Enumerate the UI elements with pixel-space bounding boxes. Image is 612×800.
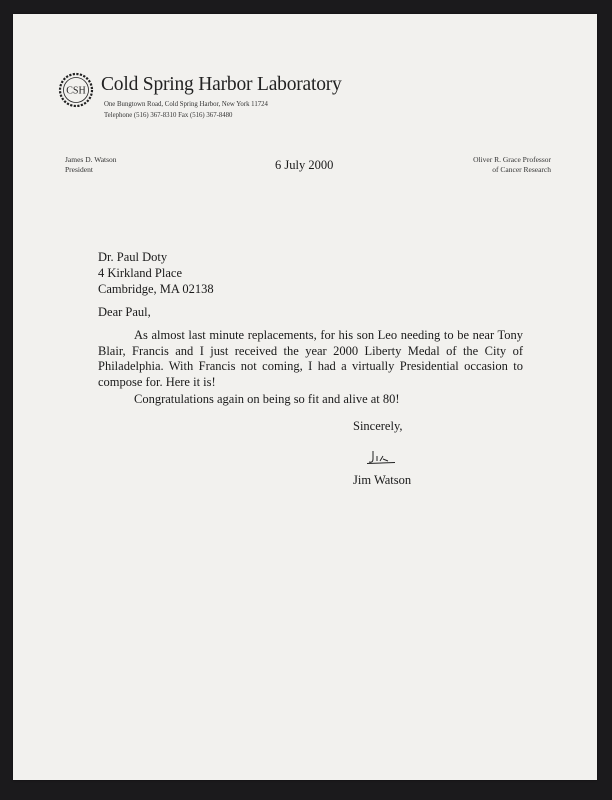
letter-date: 6 July 2000 [275, 158, 334, 172]
recipient-city: Cambridge, MA 02138 [98, 282, 214, 296]
congratulations-paragraph: Congratulations again on being so fit and alive at 80! [134, 392, 400, 406]
salutation: Dear Paul, [98, 305, 151, 319]
sender-name: James D. Watson [65, 155, 117, 164]
signer-name: Jim Watson [353, 473, 412, 487]
professorship-block [473, 155, 551, 175]
logo-text: CSH [66, 85, 86, 97]
body-paragraph: As almost last minute replacements, for his son Leo needing to be near Tony Blair, Francis and I just received the year 2000 Liberty Medal of the City of Philadelphia. With Francis not coming, I had a virtually Presidential occasion to compose for. Here it is! [98, 328, 523, 389]
closing: Sincerely, [353, 419, 403, 433]
sender-block [65, 155, 117, 175]
organization-address: One Bungtown Road, Cold Spring Harbor, New York 11724 [104, 101, 268, 108]
organization-phone: Telephone (516) 367-8310 Fax (516) 367-8480 [104, 112, 233, 119]
professorship-line-2: of Cancer Research [492, 165, 551, 174]
recipient-street: 4 Kirkland Place [98, 266, 183, 280]
recipient-address [98, 249, 214, 297]
csh-logo [58, 72, 94, 108]
professorship-line-1: Oliver R. Grace Professor [473, 155, 551, 164]
sender-title: President [65, 165, 93, 174]
recipient-name: Dr. Paul Doty [98, 250, 168, 264]
letter-page [13, 14, 597, 780]
handwritten-signature [367, 450, 397, 464]
organization-name: Cold Spring Harbor Laboratory [101, 74, 342, 95]
